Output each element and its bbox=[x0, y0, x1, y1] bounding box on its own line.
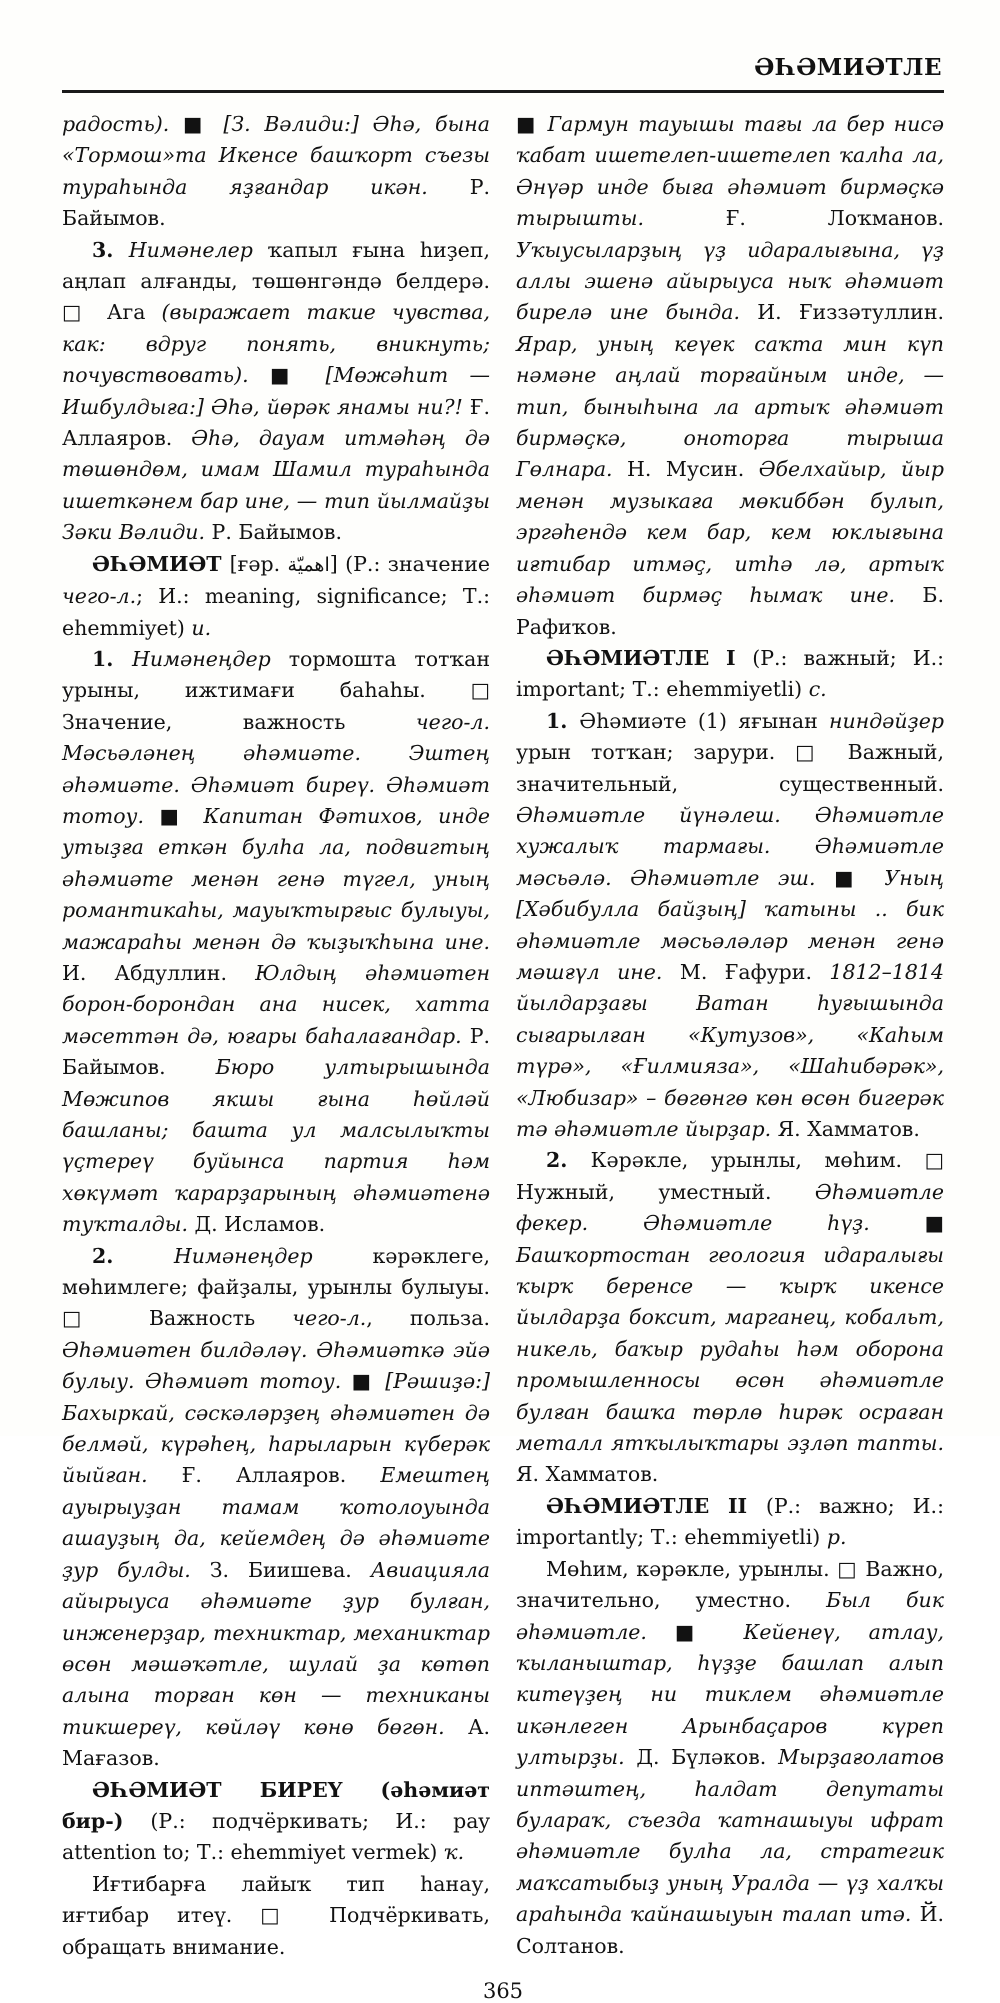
text-run: ■ bbox=[351, 1369, 386, 1394]
text-run: 1. bbox=[546, 708, 580, 733]
text-run: 1. bbox=[92, 646, 133, 671]
text-run: Н. Мусин. bbox=[627, 457, 759, 482]
entry-continuation-ahe bbox=[62, 109, 490, 235]
text-run: ■ bbox=[269, 363, 326, 388]
right-column bbox=[516, 109, 944, 1963]
text-run: Ярар, уның кеүек саҡта мин күп нәмәне аңлай торғайным инде, — тип, быныһына ла артыҡ әһәмиәт бирмәҫкә, оноторға тырыша Гөлнара. bbox=[516, 331, 944, 482]
text-run: (выражает такие чувства, как: вдруг понять, вникнуть; почувствовать). bbox=[62, 300, 490, 388]
text-run: Әһәмиәтен билдәләү. Әһәмиәткә эйә булыу. Әһәмиәт тотоу. bbox=[62, 1337, 490, 1394]
text-run: Р. Байымов. bbox=[62, 174, 490, 231]
text-run: Кәрәкле, урынлы, мөһим. □ Нужный, уместный. bbox=[516, 1148, 944, 1204]
text-run: اهميّة bbox=[287, 553, 330, 576]
text-run: Иғтибарға лайыҡ тип һанау, иғтибар итеү. □ Подчёркивать, обращать внимание. bbox=[62, 1871, 490, 1959]
text-run: Уҡыусыларҙың үҙ идаралығына, үҙ аллы эшенә айырыуса ныҡ әһәмиәт бирелә ине бында. bbox=[516, 237, 944, 325]
text-run: чего-л. bbox=[292, 1306, 367, 1331]
text-run: чего-л. bbox=[62, 584, 137, 609]
text-run: Башҡортостан геология идаралығы ҡырҡ беренсе — ҡырҡ икенсе йылдарҙа боксит, марганец, кобальт, никель, баҡыр рудаһы һәм оборона промышленносы өсөн әһәмиәтле булған башҡа төрлө һирәк осраған металл ятҡылыҡтары эҙләп тапты. bbox=[516, 1242, 944, 1456]
text-run: Р. Байымов. bbox=[211, 520, 342, 545]
text-run: (Р.: подчёркивать; И.: pay attention to; Т.: ehemmiyet vermek) bbox=[62, 1808, 490, 1865]
text-run: Й. Солтанов. bbox=[516, 1902, 944, 1958]
text-run: ; И.: meaning, significance; Т.: ehemmiyet) bbox=[62, 584, 490, 640]
text-run: 1812–1814 йылдарҙағы Ватан һуғышында сығарылған «Кутузов», «Каһым түрә», «Ғилмияза», «Шаһибәрәк», «Любизар» – бөгөнгө көн өсөн бигерәк тә әһәмиәтле йырҙар. bbox=[516, 959, 944, 1141]
text-run: Емештең ауырыуҙан тамам ҡотолоуында ашауҙың да, кейемдең дә әһәмиәте ҙур булды. bbox=[62, 1463, 490, 1582]
text-run: М. Ғафури. bbox=[679, 959, 830, 984]
text-run: ■ bbox=[674, 1619, 744, 1644]
text-run: ■ bbox=[924, 1211, 944, 1236]
entry-ahamiat-headword bbox=[62, 549, 490, 644]
text-run: Әһәмиәте (1) яғынан bbox=[579, 708, 830, 733]
text-run: Был бик әһәмиәтле. bbox=[516, 1588, 944, 1644]
entry-ahamiat-birew-headword bbox=[62, 1775, 490, 1869]
text-run: ниндәйҙер bbox=[829, 708, 944, 733]
text-run: ҡапыл ғына һиҙеп, аңлап алғанды, төшөнгәндә белдерә. □ Ага bbox=[62, 237, 490, 325]
text-run: ӘҺӘМИӘТЛЕ II bbox=[546, 1493, 766, 1518]
running-head: ӘҺӘМИӘТЛЕ bbox=[754, 54, 942, 81]
text-run: Уның [Хәбибулла байҙың] ҡатыны .. бик әһәмиәтле мәсьәләләр менән генә мәшғүл ине. bbox=[516, 865, 944, 984]
text-run: [Рәшиҙә:] Бахыркай, сәскәләрҙең әһәмиәтен дә белмәй, күрәһең, һарыларын күберәк йыйған. bbox=[62, 1369, 490, 1488]
text-columns bbox=[62, 109, 944, 1963]
text-run: Мөһим, кәрәкле, урынлы. □ Важно, значительно, уместно. bbox=[516, 1556, 944, 1613]
text-run: Б. Рафиҡов. bbox=[516, 583, 944, 639]
text-run: И. Абдуллин. bbox=[62, 960, 256, 985]
sense-2-ahamiatle bbox=[516, 1145, 944, 1490]
text-run: ■ bbox=[183, 112, 224, 136]
text-run: (Р.: важный; И.: important; Т.: ehemmiyetli) bbox=[516, 645, 944, 702]
text-run: Д. Исламов. bbox=[194, 1212, 326, 1237]
text-run: Капитан Фәтихов, инде утыҙға еткән булһа ла, подвигтың әһәмиәте менән генә түгел, уның романтикаһы, мауыҡтырғыс булыуы, мажараһы менән дә ҡыҙыҡһына ине. bbox=[62, 803, 490, 954]
text-run: 3. bbox=[92, 237, 129, 262]
definition-ahamiatle-2 bbox=[516, 1554, 944, 1962]
sense-2-ahamiat bbox=[62, 1241, 490, 1775]
text-run: И. Ғиззәтуллин. bbox=[757, 300, 944, 325]
definition-ahamiat-birew bbox=[62, 1869, 490, 1963]
text-run: с. bbox=[808, 677, 827, 702]
sense-1-ahamiat bbox=[62, 644, 490, 1241]
text-run: [Мөжәһит — Ишбулдыға:] Әһә, йөрәк янамы ни?! bbox=[62, 363, 490, 419]
text-run: Кейенеү, атлау, ҡыланыштар, һүҙҙе башлап алып китеүҙең ни тиклем әһәмиәтле икәнлеген Арынбаҫаров күреп ултырҙы. bbox=[516, 1619, 944, 1770]
text-run: Нимәнеңдер bbox=[173, 1243, 373, 1268]
text-run: Ғ. Аллаяров. bbox=[62, 394, 490, 451]
text-run: ■ bbox=[516, 112, 548, 136]
text-run: Ғ. Лоҡманов. bbox=[725, 206, 944, 231]
text-run: Ғ. Аллаяров. bbox=[181, 1463, 381, 1488]
text-run: ■ bbox=[834, 865, 885, 890]
text-run: Нимәнелер bbox=[128, 237, 268, 262]
text-run: Авиацияла айырыуса әһәмиәте ҙур булған, инженерҙар, техниктар, механиктар өсөн мәшәҡәтле, шулай ҙа көтөп алына торған көн — техниканы тикшереү, көйләү көнө бөгөн. bbox=[62, 1557, 491, 1739]
text-run: , польза. bbox=[366, 1306, 490, 1331]
header-rule bbox=[62, 90, 944, 93]
text-run: Гармун тауышы тағы ла бер нисә ҡабат ишетелеп-ишетелеп ҡалһа ла, Әнүәр инде быға әһәмиәт бирмәҫкә тырышты. bbox=[516, 112, 944, 231]
text-run: р. bbox=[826, 1525, 847, 1550]
text-run: Р. Байымов. bbox=[62, 1023, 490, 1080]
text-run: З. Биишева. bbox=[209, 1557, 371, 1582]
text-run: Әбелхайыр, йыр менән музыкаға мөкиббән булып, эргәһендә кем бар, кем юклығына иғтибар итмәҫ, итһә лә, артыҡ әһәмиәт бирмәҫ һымаҡ ине. bbox=[516, 457, 944, 608]
left-column bbox=[62, 109, 490, 1963]
text-run: Д. Бүләков. bbox=[636, 1745, 779, 1770]
text-run: урын тотҡан; зарури. □ Важный, значительный, существенный. bbox=[516, 740, 944, 796]
text-run: Әһәмиәтле йүнәлеш. Әһәмиәтле хужалыҡ тармағы. Әһәмиәтле мәсьәлә. Әһәмиәтле эш. bbox=[516, 802, 944, 890]
text-run: Мырҙағолатов иптәштең, һалдат депутаты булараҡ, съезда ҡатнашыуы ифрат әһәмиәтле булһа ла, стратегик маҡсатыбыҙ уның Уралда — үҙ халҡы араһында ҡайнашыуын талап итә. bbox=[516, 1745, 944, 1927]
text-run: (Р.: важно; И.: importantly; Т.: ehemmiyetli) bbox=[516, 1493, 944, 1550]
examples-ahamiat-birew bbox=[516, 109, 944, 643]
text-run: Я. Хамматов. bbox=[777, 1117, 920, 1141]
text-run: Бюро ултырышында Мөжипов якшы ғына һөйләй башланы; башта ул малсылыҡты үҫтереү буйынса партия һәм хөкүмәт ҡарарҙарының әһәмиәтенә туҡталды. bbox=[62, 1055, 490, 1237]
sense-3-ahe bbox=[62, 235, 490, 549]
text-run: ] (Р.: значение bbox=[329, 551, 490, 576]
text-run: кәрәклеге, мөһимлеге; файҙалы, урынлы булыуы. □ Важность bbox=[62, 1243, 490, 1331]
text-run: ҡ. bbox=[443, 1840, 465, 1865]
entry-ahamiatle-1-headword bbox=[516, 643, 944, 706]
text-run: радость). bbox=[62, 112, 184, 136]
text-run: Нимәнеңдер bbox=[132, 646, 289, 671]
text-run: 2. bbox=[92, 1243, 174, 1268]
entry-ahamiatle-2-headword bbox=[516, 1491, 944, 1554]
text-run: Я. Хамматов. bbox=[516, 1462, 659, 1487]
text-run: ӘҺӘМИӘТЛЕ I bbox=[546, 645, 753, 670]
text-run: А. Мағазов. bbox=[62, 1714, 490, 1771]
text-run: тормошта тотҡан урыны, ижтимағи баһаһы. □ Значение, важность bbox=[62, 646, 491, 734]
text-run: 2. bbox=[546, 1148, 591, 1173]
text-run: [З. Вәлиди:] Әһә, бына «Тормош»та Икенсе башҡорт съезы тураһында яҙғандар икән. bbox=[62, 112, 490, 199]
text-run: [ғәр. bbox=[229, 551, 288, 576]
text-run: ӘҺӘМИӘТ bbox=[92, 551, 230, 576]
sense-1-ahamiatle bbox=[516, 706, 944, 1146]
text-run: чего-л. Мәсьәләнең әһәмиәте. Эштең әһәмиәте. Әһәмиәт биреү. Әһәмиәт тотоу. bbox=[62, 709, 490, 828]
text-run: ӘҺӘМИӘТ БИРЕҮ (әһәмиәт бир-) bbox=[62, 1777, 490, 1833]
text-run: и. bbox=[191, 615, 212, 640]
text-run: Юлдың әһәмиәтен борон-борондан ана нисек, хатта мәсеттән дә, юғары баһалағандар. bbox=[62, 960, 490, 1048]
text-run: Әһәмиәтле фекер. Әһәмиәтле һүҙ. bbox=[516, 1179, 944, 1236]
page-number: 365 bbox=[482, 1978, 524, 2003]
text-run: ■ bbox=[159, 803, 204, 828]
text-run: Әһә, дауам итмәһәң дә төшөндөм, имам Шамил тураһында ишеткәнем бар ине, — тип йылмайҙы Зәки Вәлиди. bbox=[62, 426, 490, 545]
